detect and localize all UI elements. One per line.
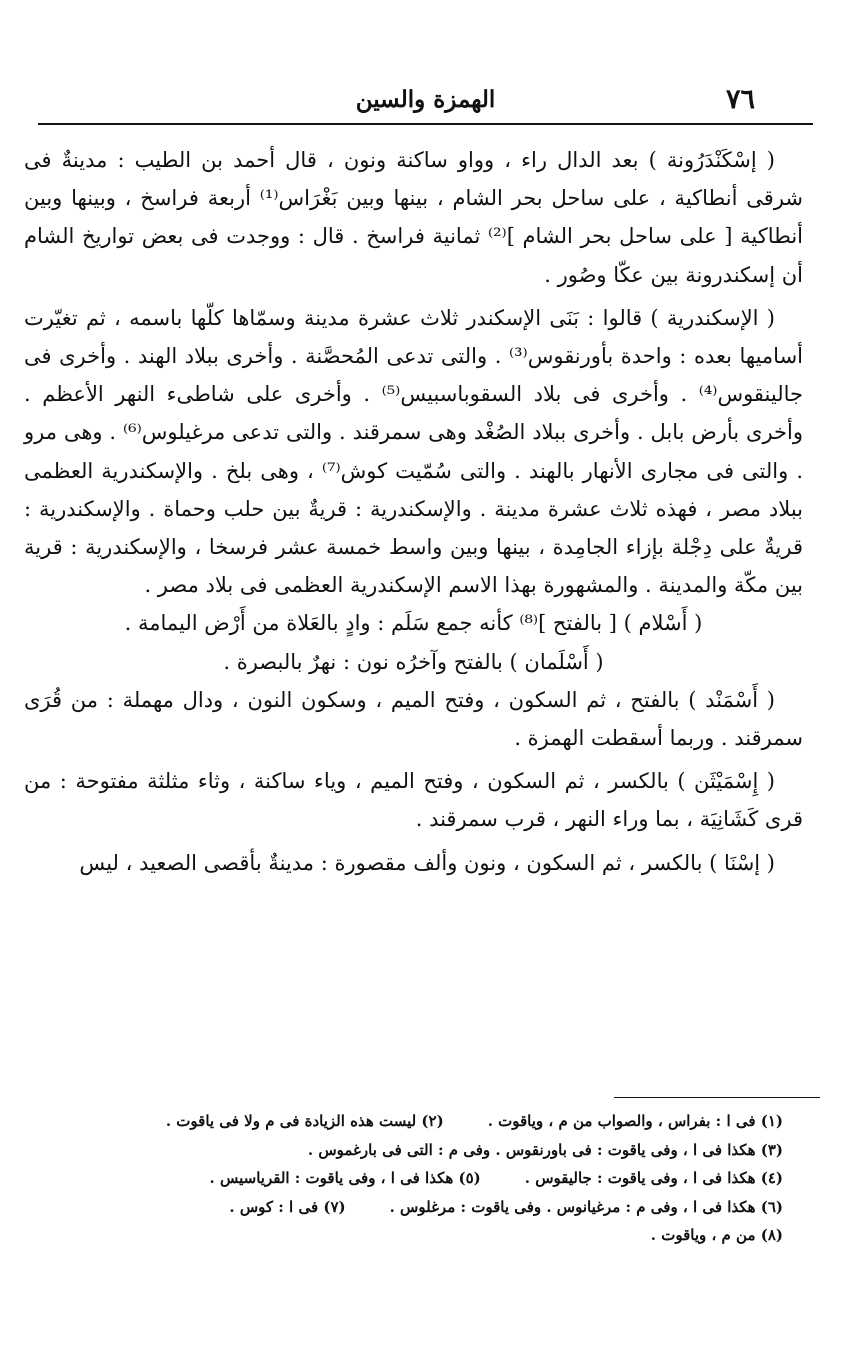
entry-aslaman: ( أَسْلَمان ) بالفتح وآخرُه نون : نهرٌ بالبصرة . xyxy=(223,649,604,674)
footnote-7: (٧) فى ا : كوس . xyxy=(229,1197,346,1216)
footnote-line xyxy=(60,1107,783,1136)
entry-iskandariyya: ( الإسكندرية ) قالوا : بَنَى الإسكندر ثلاث عشرة مدينة وسمّاها كلّها باسمه ، ثم تغيّرت أساميها بعده : واحدة بأورنقوس⁽³⁾ . والتى تدعى المُحصَّنة . وأخرى ببلاد الهند . وأخرى فى جالينقوس⁽⁴⁾ . وأخرى فى بلاد السقوباسبيس⁽⁵⁾ . وأخرى على شاطىء النهر الأعظم . وأخرى بأرض بابل . وأخرى ببلاد الصُغْد وهى سمرقند . والتى تدعى مرغيلوس⁽⁶⁾ . وهى مرو . والتى فى مجارى الأنهار بالهند . والتى سُمّيت كوش⁽⁷⁾ ، وهى بلخ . والإسكندرية العظمى ببلاد مصر ، فهذه ثلاث عشرة مدينة . والإسكندرية : قريةٌ بين حلب وحماة . والإسكندرية : قريةٌ على دِجْلة بإزاء الجامِدة ، بينها وبين واسط خمسة عشر فرسخا ، والإسكندرية : قرية بين مكّة والمدينة . والمشهورة بهذا الاسم الإسكندرية العظمى فى بلاد مصر . xyxy=(24,305,803,598)
footnote-1: (١) فى ا : بفراس ، والصواب من م ، وياقوت . xyxy=(487,1112,783,1130)
footnote-rule xyxy=(614,1097,820,1098)
footnote-3: (٣) هكذا فى ا ، وفى ياقوت : فى باورنقوس . وفى م : التى فى بارغموس . xyxy=(307,1140,783,1159)
header-rule xyxy=(38,123,813,125)
footnote-line xyxy=(60,1221,783,1250)
entry-aslam: ( أَسْلام ) [ بالفتح ]⁽⁸⁾ كأنه جمع سَلَم : وادٍ بالعَلاة من أَرْض اليمامة . xyxy=(124,611,703,636)
footnote-4: (٤) هكذا فى ا ، وفى ياقوت : جاليقوس . xyxy=(524,1169,783,1188)
footnote-8: (٨) من م ، وياقوت . xyxy=(650,1226,783,1245)
footnote-line xyxy=(60,1193,783,1222)
entry-asmand: ( أَسْمَنْد ) بالفتح ، ثم السكون ، وفتح الميم ، وسكون النون ، ودال مهملة : من قُرَى سمرقند . وربما أسقطت الهمزة . xyxy=(24,687,803,751)
footnote-5: (٥) هكذا فى ا ، وفى ياقوت : القرياسيس . xyxy=(209,1169,481,1188)
footnote-line xyxy=(60,1164,783,1193)
entry-ismaythan: ( إِسْمَيْثَن ) بالكسر ، ثم السكون ، وفتح الميم ، وياء ساكنة ، وثاء مثلثة مفتوحة : من قرى كَشَانِيَة ، بما وراء النهر ، قرب سمرقند . xyxy=(24,769,803,832)
footnotes xyxy=(60,1107,783,1250)
footnote-line xyxy=(60,1136,783,1165)
page-header xyxy=(38,80,813,120)
footnote-6: (٦) هكذا فى ا ، وفى م : مرغيانوس . وفى ياقوت : مرغلوس . xyxy=(389,1197,783,1216)
footnote-2: (٢) ليست هذه الزيادة فى م ولا فى ياقوت . xyxy=(165,1112,444,1130)
page-number: ٧٦ xyxy=(725,84,755,115)
body-text xyxy=(24,141,803,882)
entry-isna: ( إسْنَا ) بالكسر ، ثم السكون ، ونون وألف مقصورة : مدينةٌ بأقصى الصعيد ، ليس xyxy=(79,850,775,875)
running-title: الهمزة والسين xyxy=(355,86,496,113)
entry-iskandaruna: ( إسْكَنْدَرُونة ) بعد الدال راء ، وواو ساكنة ونون ، قال أحمد بن الطيب : مدينةٌ فى شرقى أنطاكية ، على ساحل بحر الشام ، بينها وبين بَغْرَاس⁽¹⁾ أربعة فراسخ ، وبينها وبين أنطاكية [ على ساحل بحر الشام ]⁽²⁾ ثمانية فراسخ . قال : ووجدت فى بعض تواريخ الشام أن إسكندرونة بين عكّا وصُور . xyxy=(24,148,804,287)
